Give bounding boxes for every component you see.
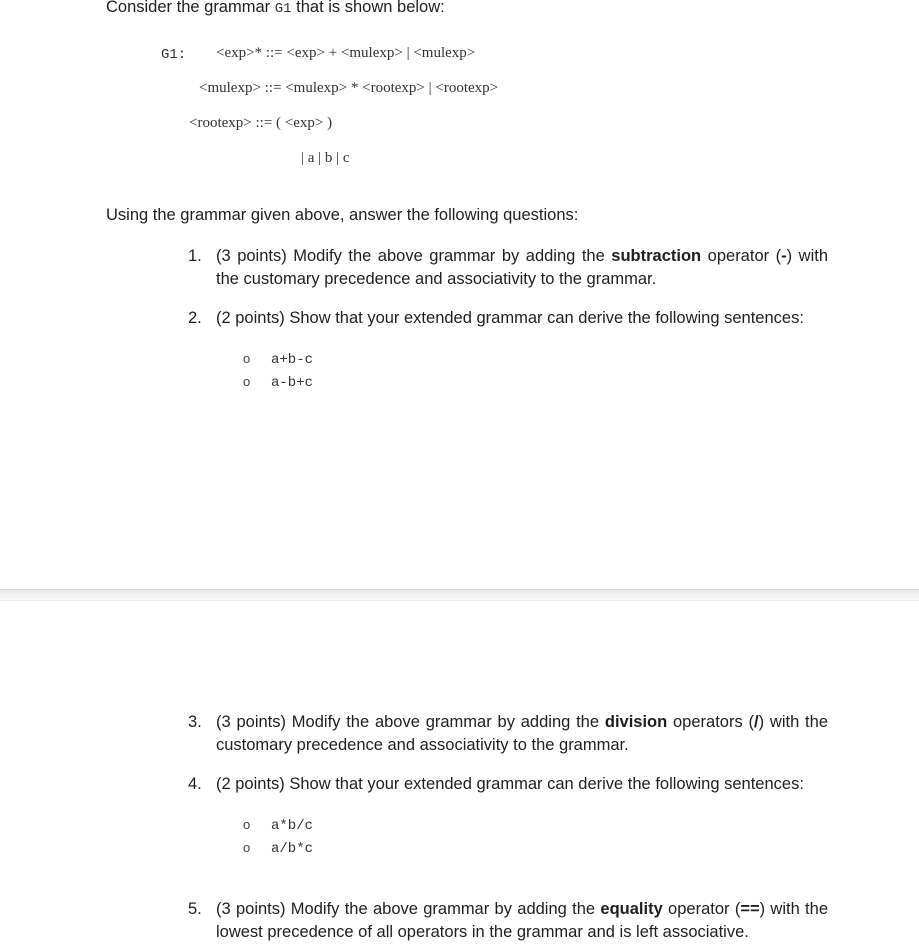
- sentence-code: a/b*c: [271, 841, 314, 857]
- sentence-code: a-b+c: [271, 375, 314, 391]
- grammar-label: G1:: [161, 47, 187, 63]
- question-item: [188, 307, 848, 330]
- question-operator: /: [754, 713, 759, 731]
- question-keyword: division: [604, 713, 668, 731]
- question-text: (3 points) Modify the above grammar by adding the: [216, 713, 605, 731]
- question-operator: -: [781, 247, 787, 265]
- question-text: (2 points) Show that your extended grammar can derive the following sentences:: [216, 309, 804, 327]
- question-number: 5.: [188, 900, 202, 918]
- grammar-rule-rootexp-alternatives: | a | b | c: [301, 150, 350, 166]
- question-operator: ==: [740, 900, 760, 918]
- sentence-item: [243, 836, 313, 859]
- bullet-icon: o: [243, 817, 251, 832]
- sentence-list: [243, 347, 313, 393]
- question-number: 4.: [188, 775, 202, 793]
- question-text: ) with the lowest precedence of all operators in the grammar and is left associative.: [216, 900, 828, 941]
- question-text: (3 points) Modify the above grammar by adding the: [216, 900, 601, 918]
- bullet-icon: o: [243, 351, 251, 366]
- grammar-rule-rootexp: <rootexp> ::= ( <exp> ): [189, 115, 333, 131]
- question-item: [188, 898, 828, 944]
- question-number: 1.: [188, 247, 202, 265]
- question-list: [188, 307, 848, 330]
- sentence-item: [243, 347, 313, 370]
- sentence-list: [243, 813, 313, 859]
- question-list: [188, 245, 828, 291]
- intro-text: Consider the grammar: [106, 0, 275, 16]
- sentence-code: a+b-c: [271, 352, 314, 368]
- question-list: [188, 773, 848, 796]
- bullet-icon: o: [243, 374, 251, 389]
- question-text: operator (: [701, 247, 782, 265]
- sentence-code: a*b/c: [271, 818, 314, 834]
- grammar-name-code: G1: [274, 1, 292, 17]
- question-number: 3.: [188, 713, 202, 731]
- page-divider: [0, 589, 919, 601]
- question-text: operator (: [662, 900, 741, 918]
- question-keyword: subtraction: [611, 247, 702, 265]
- grammar-rule-exp: <exp>* ::= <exp> + <mulexp> | <mulexp>: [216, 45, 476, 61]
- question-text: (3 points) Modify the above grammar by adding the: [216, 247, 612, 265]
- question-text: ) with the customary precedence and associativity to the grammar.: [216, 713, 828, 754]
- question-item: [188, 711, 828, 757]
- question-text: operators (: [667, 713, 755, 731]
- question-list: [188, 711, 828, 757]
- question-text: ) with the customary precedence and associativity to the grammar.: [216, 247, 828, 288]
- bullet-icon: o: [243, 840, 251, 855]
- question-list: [188, 898, 828, 944]
- question-item: [188, 773, 848, 796]
- question-text: (2 points) Show that your extended grammar can derive the following sentences:: [216, 775, 804, 793]
- question-keyword: equality: [600, 900, 663, 918]
- sentence-item: [243, 370, 313, 393]
- question-number: 2.: [188, 309, 202, 327]
- sentence-item: [243, 813, 313, 836]
- question-item: [188, 245, 828, 291]
- questions-lead: Using the grammar given above, answer the following questions:: [106, 206, 579, 224]
- intro-text-end: that is shown below:: [291, 0, 445, 16]
- intro-sentence: [106, 0, 445, 17]
- grammar-rule-mulexp: <mulexp> ::= <mulexp> * <rootexp> | <rootexp>: [199, 80, 499, 96]
